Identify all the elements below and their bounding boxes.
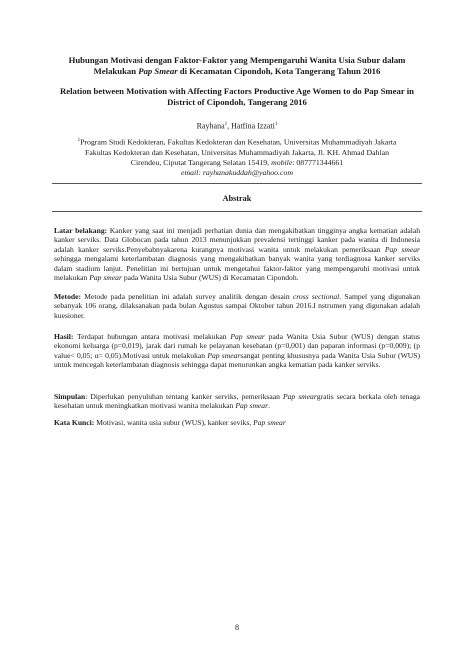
abstract-conclusion [54,392,420,411]
background-em-1: Pap smear [384,244,420,254]
abstract-bottom-rule [52,211,422,212]
author-list [55,120,419,132]
result-text-2: pada Wanita Usia Subur (WUS) dengan status ekonomi keluarga (p=0,019), jarak dari rumah ke pelayanan kesehatan (p=0,001) dan paparan informasi (p=0,009); (p value< 0,05; α= 0,05).Motivasi untuk melakukan [54,332,420,360]
abstract-background [54,226,420,282]
affiliation-line2: Fakultas Kedokteran dan Kesehatan, Universitas Muhammadiyah Jakarta, Jl. KH. Ahmad Dahlan [85,147,389,157]
affiliation-sup: 1 [77,138,81,143]
author-1: Rayhana [196,121,225,131]
background-label: Latar belakang: [54,226,108,235]
author-separator: , [227,121,232,131]
author-2-affil: 1 [274,122,278,127]
conclusion-text-1: : Diperlukan penyuluhan tentang kanker serviks, pemeriksaan [85,392,283,401]
affiliation [60,136,414,178]
email-label: email [181,167,199,177]
result-em-1: Pap smear [230,332,265,341]
title-id-line2-post: di Kecamatan Cipondoh, Kota Tangerang Tahun 2016 [177,66,381,76]
title-en-line2: District of Cipondoh, Tangerang 2016 [167,97,307,107]
background-em-2: Pap smear [89,273,122,283]
page-number: 8 [235,623,239,632]
result-text-3: sangat penting khususnya pada Wanita Usia Subur (WUS) untuk mencegah keterlambatan diagnosis sehingga dapat menurunkan angka kematian pada kanker serviks. [54,350,420,370]
title-id-line2-pre: Melakukan [93,66,139,76]
keywords-label: Kata Kunci: [54,418,95,427]
mobile-label: mobile [271,157,293,167]
affiliation-line1: Program Studi Kedokteran, Fakultas Kedokteran dan Kesehatan, Universitas Muhammadiyah Jakarta [80,137,397,147]
title-id-line2-em: Pap Smear [138,66,178,76]
author-1-affil: 1 [224,122,228,127]
result-text-1: Terdapat hubungan antara motivasi melakukan [73,332,231,341]
abstract-method [54,292,420,320]
conclusion-text-3: . [268,401,270,411]
background-text-1: Kanker yang saat ini menjadi perhatian dunia dan mengakibatkan tingginya angka kematian adalah kanker serviks. Data Globocan pada tahun 2013 menunjukkan prevalensi tertinggi kanker pada wanita di Indonesia adalah kanker serviks.Penyebabnyakarena kurangnya motivasi wanita untuk melakukan pemeriksaan [54,226,421,254]
background-text-2: sehingga mengalami keterlambatan diagnosis yang mengakibatkan banyak wanita yang terdiagnosa kanker serviks dalam stadium lanjut. Penelitian ini bertujuan untuk mengetahui faktor-faktor yang mempengaruhi motivasi untuk melakukan [54,254,420,283]
conclusion-em-2: Pap smear [235,401,269,411]
affiliation-line3: Cirendeu, Ciputat Tangerang Selatan 15419, [130,157,272,167]
title-indonesian [55,55,419,77]
title-id-line1: Hubungan Motivasi dengan Faktor-Faktor yang Mempengaruhi Wanita Usia Subur dalam [68,55,406,65]
background-text-3: pada Wanita Usia Subur (WUS) di Kecamatan Cipondoh. [121,273,299,283]
abstract-heading: Abstrak [222,194,252,203]
mobile-number: : 087771344661 [292,157,344,167]
abstract-result [54,332,420,370]
conclusion-em-1: Pap smear [282,392,317,401]
conclusion-label: Simpulan [54,392,86,401]
title-en-line1: Relation between Motivation with Affecting Factors Productive Age Women to do Pap Smear in [60,86,414,96]
author-2: Hatfina Izzati [231,121,275,131]
method-label: Metode: [54,292,81,301]
email-address: : rayhanakuddah@yahoo.com [198,167,293,177]
method-text-1: Metode pada penelitian ini adalah survey analitik dengan desain [81,292,293,301]
result-em-2: Pap smear [207,350,241,360]
keywords-text: Motivasi, wanita usia subur (WUS), kanker seviks, [94,418,254,427]
title-english [55,86,419,108]
conclusion-text-2: gratis secara berkala oleh tenaga kesehatan untuk meningkatkan motivasi wanita melakukan [54,392,420,411]
abstract-top-rule [52,183,422,184]
keywords-em: Pap smear [253,418,286,427]
result-label: Hasil: [54,332,74,341]
method-em: cross sectional [292,292,340,301]
abstract-keywords [54,418,420,427]
method-text-2: . Sampel yang digunakan sebanyak 106 orang, dilaksanakan pada bulan Agustus sampai Oktober tahun 2016.I nstrumen yang digunakan adalah kuesioner. [54,292,420,320]
